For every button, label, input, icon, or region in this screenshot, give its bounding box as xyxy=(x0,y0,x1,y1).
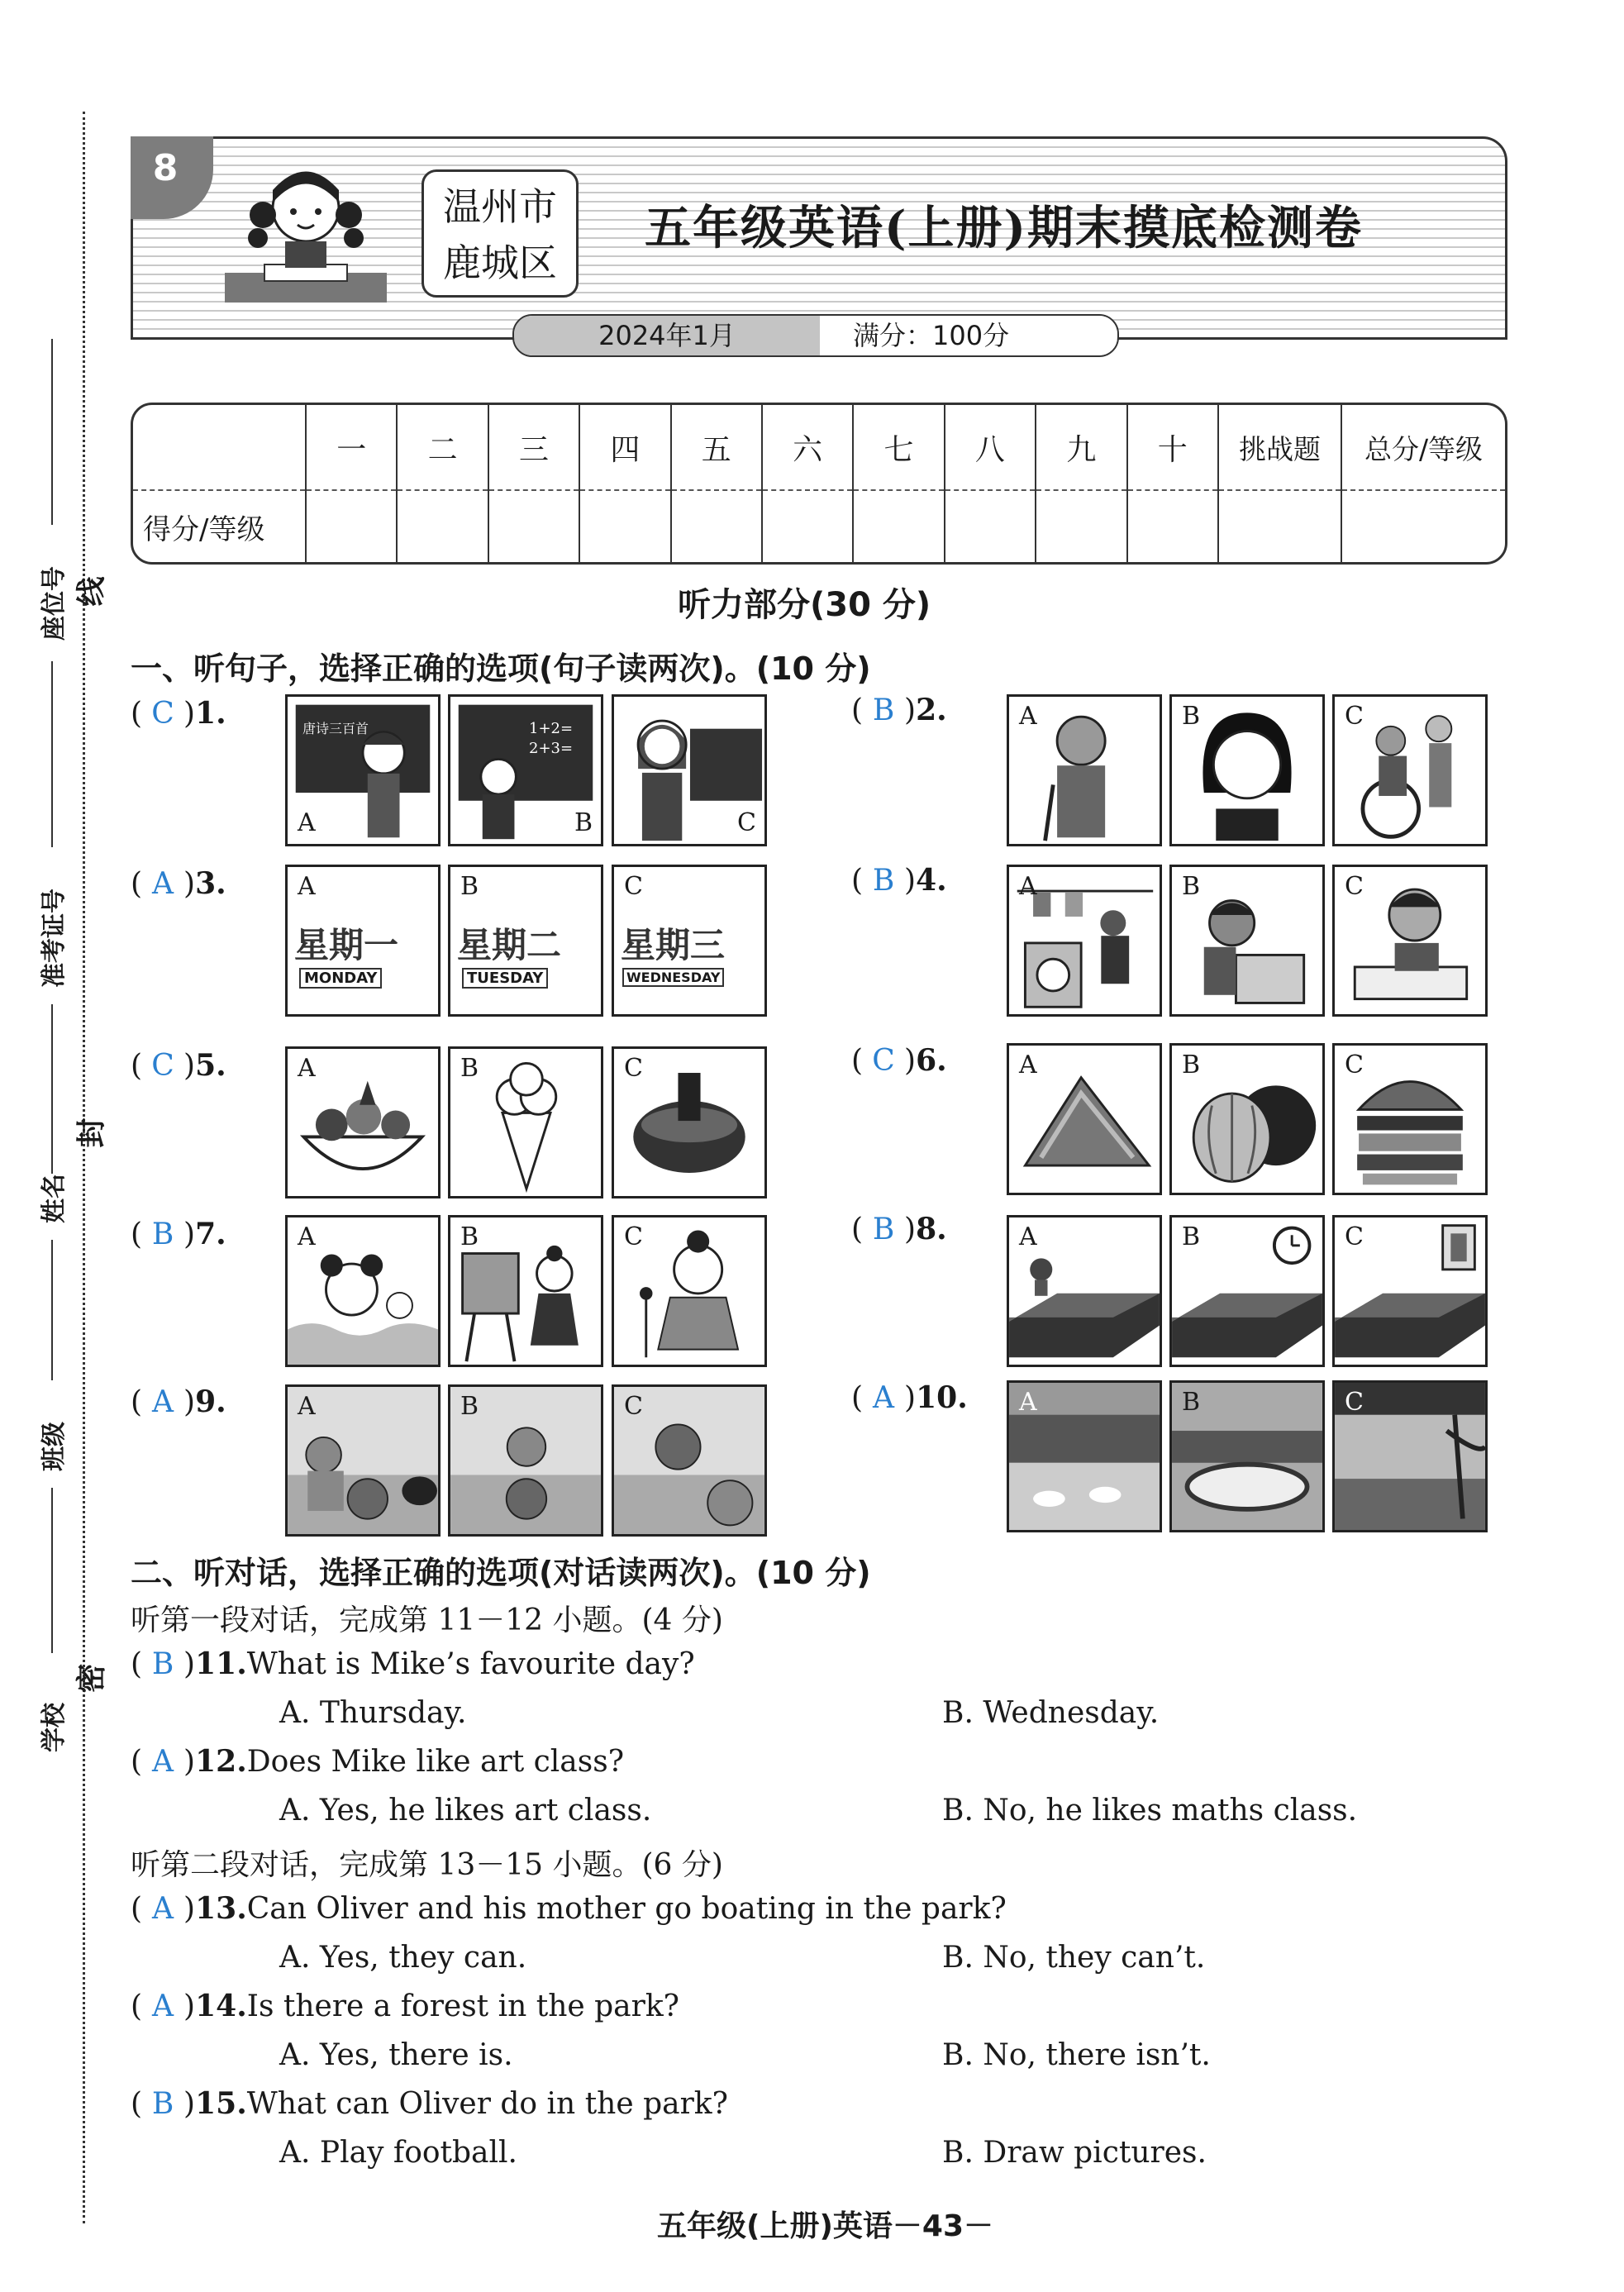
score-cell[interactable] xyxy=(1218,490,1341,562)
score-col-total: 总分/等级 xyxy=(1341,405,1505,490)
score-cell[interactable] xyxy=(945,490,1036,562)
score-cell[interactable] xyxy=(1127,490,1218,562)
q1-math-text: 1+2= xyxy=(529,720,574,737)
question-3: ( A )3. xyxy=(131,866,226,901)
q11-option-b[interactable]: B. Wednesday. xyxy=(942,1696,1160,1730)
score-col-6: 六 xyxy=(762,405,853,490)
score-col-1: 一 xyxy=(306,405,397,490)
score-col-challenge: 挑战题 xyxy=(1218,405,1341,490)
question-12: ( A )12.Does Mike like art class? xyxy=(131,1744,624,1779)
q3-option-c-picture[interactable]: C 星期三 WEDNESDAY xyxy=(612,865,767,1017)
section2-title: 二、听对话，选择正确的选项(对话读两次)。(10 分) xyxy=(131,1555,871,1591)
name-blank[interactable] xyxy=(51,1004,53,1174)
answer-9[interactable]: A xyxy=(152,1385,174,1419)
score-cell[interactable] xyxy=(853,490,944,562)
dialogue2-instruction: 听第二段对话，完成第 13－15 小题。(6 分) xyxy=(131,1848,723,1882)
question-6: ( C )6. xyxy=(851,1043,947,1078)
score-col-10: 十 xyxy=(1127,405,1218,490)
q3-b-chinese: 星期二 xyxy=(457,925,562,965)
answer-7[interactable]: B xyxy=(151,1217,174,1251)
q9-option-a-picture[interactable]: A xyxy=(285,1384,441,1537)
q8-option-a-picture[interactable]: A xyxy=(1007,1215,1162,1367)
seal-char-secret: 密 xyxy=(74,1663,109,1694)
full-score: 满分：100分 xyxy=(820,316,1117,355)
q3-b-english: TUESDAY xyxy=(462,968,548,989)
score-col-9: 九 xyxy=(1036,405,1126,490)
answer-15[interactable]: B xyxy=(151,2087,174,2121)
margin-label-school: 学校 xyxy=(40,1703,69,1752)
q12-option-a[interactable]: A. Yes, he likes art class. xyxy=(279,1794,652,1827)
answer-3[interactable]: A xyxy=(152,867,174,901)
q3-a-chinese: 星期一 xyxy=(294,925,399,965)
q3-option-a-picture[interactable]: A 星期一 MONDAY xyxy=(285,865,441,1017)
answer-11[interactable]: B xyxy=(151,1647,174,1681)
score-cell[interactable] xyxy=(1036,490,1126,562)
q15-option-a[interactable]: A. Play football. xyxy=(279,2136,517,2170)
score-cell[interactable] xyxy=(306,490,397,562)
score-row-label: 得分/等级 xyxy=(143,512,265,546)
answer-13[interactable]: A xyxy=(152,1892,174,1926)
region-box xyxy=(421,169,579,298)
q12-option-b[interactable]: B. No, he likes maths class. xyxy=(942,1794,1358,1827)
score-col-4: 四 xyxy=(579,405,670,490)
answer-6[interactable]: C xyxy=(872,1044,895,1078)
score-cell[interactable] xyxy=(671,490,762,562)
answer-5[interactable]: C xyxy=(151,1049,174,1083)
q4-option-c-picture[interactable]: C xyxy=(1332,865,1488,1017)
q6-option-b-picture[interactable]: B xyxy=(1169,1043,1325,1195)
q5-option-b-picture[interactable]: B xyxy=(448,1046,603,1198)
answer-14[interactable]: A xyxy=(152,1989,174,2023)
q8-option-b-picture[interactable]: B xyxy=(1169,1215,1325,1367)
q4-option-a-picture[interactable]: A xyxy=(1007,865,1162,1017)
q2-option-c-picture[interactable]: C xyxy=(1332,694,1488,846)
margin-label-seat-number: 座位号 xyxy=(40,566,69,641)
section1-title: 一、听句子，选择正确的选项(句子读两次)。(10 分) xyxy=(131,650,871,687)
seat-number-blank[interactable] xyxy=(51,339,53,525)
q2-option-a-picture[interactable]: A xyxy=(1007,694,1162,846)
paper-number-badge: 8 xyxy=(131,136,213,219)
q13-option-a[interactable]: A. Yes, they can. xyxy=(279,1941,527,1975)
q2-option-b-picture[interactable]: B xyxy=(1169,694,1325,846)
dialogue1-instruction: 听第一段对话，完成第 11－12 小题。(4 分) xyxy=(131,1603,723,1637)
exam-title: 五年级英语(上册)期末摸底检测卷 xyxy=(645,201,1363,255)
question-2: ( B )2. xyxy=(851,693,947,727)
question-11: ( B )11.What is Mike’s favourite day? xyxy=(131,1646,695,1681)
page-footer: 五年级(上册)英语－43－ xyxy=(657,2209,994,2243)
answer-10[interactable]: A xyxy=(873,1381,895,1415)
region-city: 温州市 xyxy=(443,184,557,229)
class-blank[interactable] xyxy=(51,1240,53,1380)
answer-2[interactable]: B xyxy=(872,693,895,727)
question-8: ( B )8. xyxy=(851,1212,947,1246)
q1-option-b-picture[interactable]: 1+2= 2+3= B xyxy=(448,694,603,846)
margin-label-exam-number: 准考证号 xyxy=(40,889,69,988)
question-13: ( A )13.Can Oliver and his mother go boating in the park? xyxy=(131,1891,1007,1926)
score-cell[interactable] xyxy=(762,490,853,562)
margin-label-class: 班级 xyxy=(40,1422,69,1471)
date-score-strip xyxy=(512,314,1119,357)
q6-option-a-picture[interactable]: A xyxy=(1007,1043,1162,1195)
q9-option-b-picture[interactable]: B xyxy=(448,1384,603,1537)
score-table xyxy=(131,403,1507,565)
seal-char-seal: 封 xyxy=(74,1117,109,1148)
q1-option-c-picture[interactable]: C xyxy=(612,694,767,846)
score-col-2: 二 xyxy=(397,405,488,490)
q10-option-b-picture[interactable]: B xyxy=(1169,1380,1325,1532)
score-cell[interactable] xyxy=(579,490,670,562)
score-cell[interactable] xyxy=(397,490,488,562)
question-14: ( A )14.Is there a forest in the park? xyxy=(131,1989,679,2023)
q7-option-a-picture[interactable]: A xyxy=(285,1215,441,1367)
q3-option-b-picture[interactable]: B 星期二 TUESDAY xyxy=(448,865,603,1017)
q4-option-b-picture[interactable]: B xyxy=(1169,865,1325,1017)
score-cell[interactable] xyxy=(1341,490,1505,562)
girl-reading-illustration xyxy=(223,157,388,306)
score-col-3: 三 xyxy=(488,405,579,490)
score-col-5: 五 xyxy=(671,405,762,490)
q1-board-text: 唐诗三百首 xyxy=(302,721,369,736)
score-col-8: 八 xyxy=(945,405,1036,490)
q15-option-b[interactable]: B. Draw pictures. xyxy=(942,2136,1207,2170)
q8-option-c-picture[interactable]: C xyxy=(1332,1215,1488,1367)
region-district: 鹿城区 xyxy=(443,241,557,285)
q10-option-c-picture[interactable]: C xyxy=(1332,1380,1488,1532)
question-15: ( B )15.What can Oliver do in the park? xyxy=(131,2086,728,2121)
q5-option-c-picture[interactable]: C xyxy=(612,1046,767,1198)
question-1: ( C )1. xyxy=(131,696,226,731)
q1-math-text-2: 2+3= xyxy=(529,740,574,757)
question-10: ( A )10. xyxy=(851,1380,968,1415)
q6-option-c-picture[interactable]: C xyxy=(1332,1043,1488,1195)
margin-label-name: 姓名 xyxy=(40,1174,69,1223)
q3-c-chinese: 星期三 xyxy=(621,925,726,965)
question-7: ( B )7. xyxy=(131,1217,226,1251)
score-col-7: 七 xyxy=(853,405,944,490)
question-5: ( C )5. xyxy=(131,1048,226,1083)
q9-option-c-picture[interactable]: C xyxy=(612,1384,767,1537)
q13-option-b[interactable]: B. No, they can’t. xyxy=(942,1941,1206,1975)
exam-number-blank[interactable] xyxy=(51,661,53,847)
q14-option-b[interactable]: B. No, there isn’t. xyxy=(942,2038,1211,2072)
exam-date: 2024年1月 xyxy=(514,316,820,355)
answer-1[interactable]: C xyxy=(151,697,174,731)
seal-char-line: 线 xyxy=(74,576,109,607)
q7-option-c-picture[interactable]: C xyxy=(612,1215,767,1367)
q3-a-english: MONDAY xyxy=(299,968,382,989)
listening-heading: 听力部分(30 分) xyxy=(678,586,931,624)
school-blank[interactable] xyxy=(51,1488,53,1653)
q11-option-a[interactable]: A. Thursday. xyxy=(279,1696,467,1730)
q5-option-a-picture[interactable]: A xyxy=(285,1046,441,1198)
q1-option-a-picture[interactable]: 唐诗三百首 A xyxy=(285,694,441,846)
q7-option-b-picture[interactable]: B xyxy=(448,1215,603,1367)
binding-dotted-line xyxy=(83,112,85,2223)
q10-option-a-picture[interactable]: A xyxy=(1007,1380,1162,1532)
question-4: ( B )4. xyxy=(851,863,947,898)
q3-c-english: WEDNESDAY xyxy=(622,968,724,987)
score-table-corner xyxy=(133,405,306,490)
answer-8[interactable]: B xyxy=(872,1213,895,1246)
answer-12[interactable]: A xyxy=(152,1745,174,1779)
question-9: ( A )9. xyxy=(131,1384,226,1419)
score-cell[interactable] xyxy=(488,490,579,562)
answer-4[interactable]: B xyxy=(872,864,895,898)
q14-option-a[interactable]: A. Yes, there is. xyxy=(279,2038,513,2072)
